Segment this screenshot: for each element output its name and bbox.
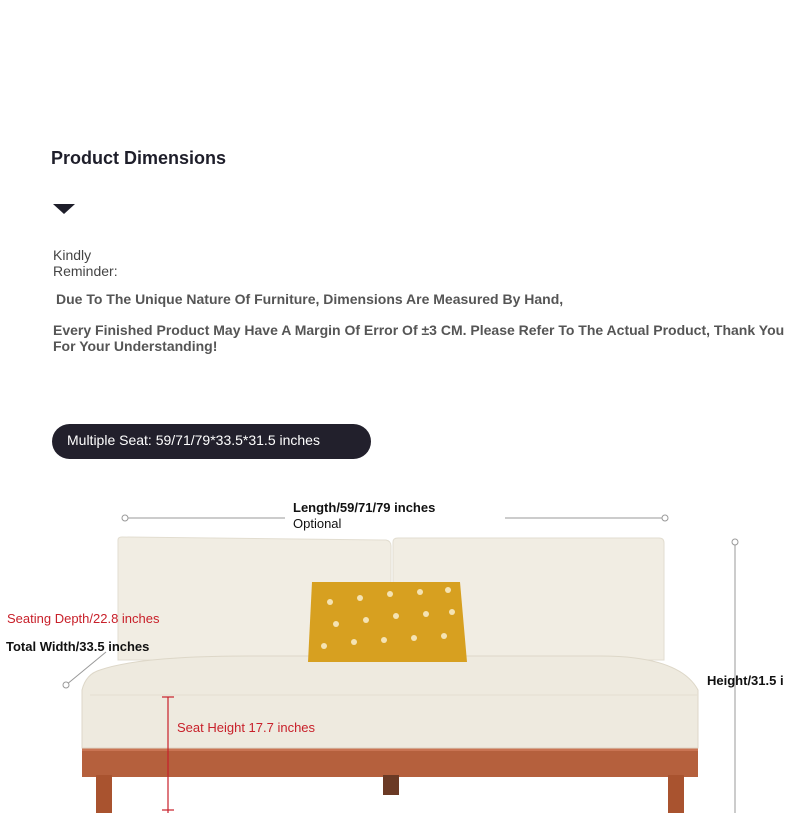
- length-label: Length/59/71/79 inches: [293, 500, 436, 515]
- caret-down-icon: [53, 204, 75, 214]
- reminder-line-1: Due To The Unique Nature Of Furniture, Dimensions Are Measured By Hand,: [56, 291, 564, 307]
- seating-depth-label: Seating Depth/22.8 inches: [7, 611, 160, 626]
- section-title: Product Dimensions: [51, 148, 227, 168]
- length-note: Optional: [293, 516, 342, 531]
- reminder-label: Kindly Reminder:: [53, 247, 118, 279]
- size-badge: Multiple Seat: 59/71/79*33.5*31.5 inches: [52, 424, 371, 459]
- height-label: Height/31.5 i: [707, 673, 784, 688]
- seat-height-label: Seat Height 17.7 inches: [177, 720, 316, 735]
- total-width-label: Total Width/33.5 inches: [6, 639, 150, 654]
- reminder-line-2: Every Finished Product May Have A Margin Of Error Of ±3 CM. Please Refer To The Actual Product, Thank You For Your Understanding!: [53, 322, 785, 354]
